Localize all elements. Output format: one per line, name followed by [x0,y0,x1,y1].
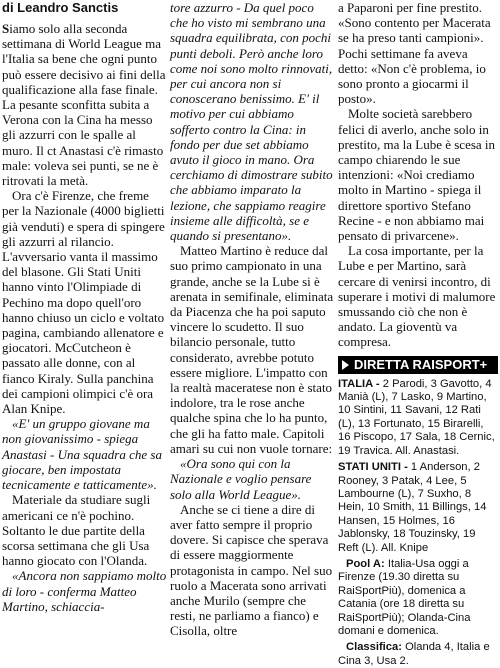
article-quote: tore azzurro - Da quel poco che ho visto mi sembrano una squadra equilibrata, con pochi punti deboli. Però anche loro come noi sono molto rinnovati, per cui ancora non si conoscerano benissimo. E' il motivo per cui abbiamo sofferto contro la Cina: in fondo per due set abbiamo avuto il gioco in mano. Ora cerchiamo di dimostrare subito che abbiamo imparato la lezione, che sappiamo reagire insieme alle difficoltà, se e quando si presentano». [170,0,333,244]
article-column-3 [338,0,498,668]
raisport-banner [338,356,498,374]
byline: di Leandro Sanctis [2,0,119,15]
usa-label: STATI UNITI - [338,461,408,474]
pool-info [338,558,498,638]
italia-lineup-text: 2 Parodi, 3 Gavotto, 4 Manià (L), 7 Lasko, 9 Martino, 10 Sintini, 11 Savani, 12 Rati (L), 13 Fortunato, 15 Birarelli, 16 Piscopo, 17 Sala, 18 Cernic, 19 Travica. All. Anastasi. [338,377,495,457]
article-paragraph: Siamo solo alla seconda settimana di World League ma l'Italia sa bene che ogni punto può essere decisivo ai fini della qualificazione alla fase finale. La pesante sconfitta subita a Verona con la Cina ha messo gli azzurri con le spalle al muro. Il ct Anastasi c'è rimasto male: voleva sei punti, se ne è ritrovati la metà. [2,21,166,189]
article-paragraph: a Paparoni per fine prestito. «Sono contento per Macerata se ha preso tanti campioni». Pochi settimane fa aveva detto: «Non c'è problema, io sono pronto a giocarmi il posto». [338,0,491,107]
standings [338,641,498,668]
article-paragraph: L'avversario vanta il massimo del blasone. Gli Stati Uniti hanno vinto l'Olimpiade di Pechino ma dopo quell'oro hanno chiuso un ciclo e voltato pagina, cambiando allenatore e giocatori. McCutcheon è passato alle donne, con al fianco Kiraly. Sulla panchina dei campioni olimpici c'è ora Alan Knipe. [2,249,165,417]
article-paragraph: Ora c'è Firenze, che freme per la Nazionale (4000 biglietti già venduti) e spera di spingere gli azzurri al rilancio. [2,188,165,249]
article-column-2 [170,0,334,639]
italia-lineup [338,378,498,458]
pool-label: Pool A: [346,557,385,570]
article-quote: «Ora sono qui con la Nazionale e voglio pensare solo alla World League». [170,456,312,502]
article-paragraph: Materiale da studiare sugli americani ce n'è pochino. Soltanto le due partite della scorsa settimana che gli Usa hanno giocato con l'Olanda. [2,492,151,569]
usa-lineup [338,461,498,555]
standings-text: Olanda 4, Italia e Cina 3, Usa 2. [338,641,490,667]
standings-label: Classifica: [346,641,402,654]
article-quote: «E' un gruppo giovane ma non giovanissimo - spiega Anastasi - Una squadra che sa giocare, ben impostata tecnicamente e tatticamente». [2,416,162,493]
banner-title: DIRETTA RAISPORT+ [354,356,488,372]
usa-lineup-text: 1 Anderson, 2 Rooney, 3 Patak, 4 Lee, 5 Lambourne (L), 7 Suxho, 8 Hein, 10 Smith, 11 Billings, 14 Hansen, 15 Holmes, 16 Jablonsky, 18 Touzinsky, 19 Reft (L). All. Knipe [338,461,487,554]
article-column-1 [2,0,168,614]
article-quote: «Ancora non sappiamo molto di loro - conferma Matteo Martino, schiaccia- [2,568,167,614]
article-paragraph: La cosa importante, per la Lube e per Martino, sarà cercare di venirsi incontro, di superare i motivi di malumore smussando ciò che non è andato. La gioventù va compresa. [338,243,496,350]
pool-text: Italia-Usa oggi a Firenze (19.30 diretta su RaiSportPiù), domenica a Catania (ore 18 diretta su RaiSportPiù); Olanda-Cina domani e domenica. [338,557,471,637]
article-paragraph: Molte società sarebbero felici di averlo, anche solo in prestito, ma la Lube è scesa in campo chiarendo le sue intenzioni: «Noi crediamo molto in Martino - spiega il direttore sportivo Stefano Recine - e non abbiamo mai pensato di privarcene». [338,106,496,244]
article-paragraph: Matteo Martino è reduce dal suo primo campionato in una grande, anche se la Lube si è arenata in semifinale, eliminata da Piacenza che ha poi saputo vincere lo scudetto. Il suo bilancio personale, tutto considerato, avrebbe potuto essere migliore. L'impatto con la realtà maceratese non è stato indolore, tra le rose anche qualche spina che lo ha punto, che gli ha fatto male. Capitoli amari su cui non vuole tornare: [170,243,334,456]
italia-label: ITALIA - [338,377,380,390]
lineup-box [338,378,498,668]
play-arrow-icon [342,360,349,370]
article-paragraph: Anche se ci tiene a dire di aver fatto sempre il proprio dovere. Si capisce che sperava di essere maggiormente protagonista in campo. Nel suo ruolo a Macerata sono arrivati anche Murilo (sempre che resti, ne parliamo a fianco) e Cisolla, oltre [170,501,333,639]
